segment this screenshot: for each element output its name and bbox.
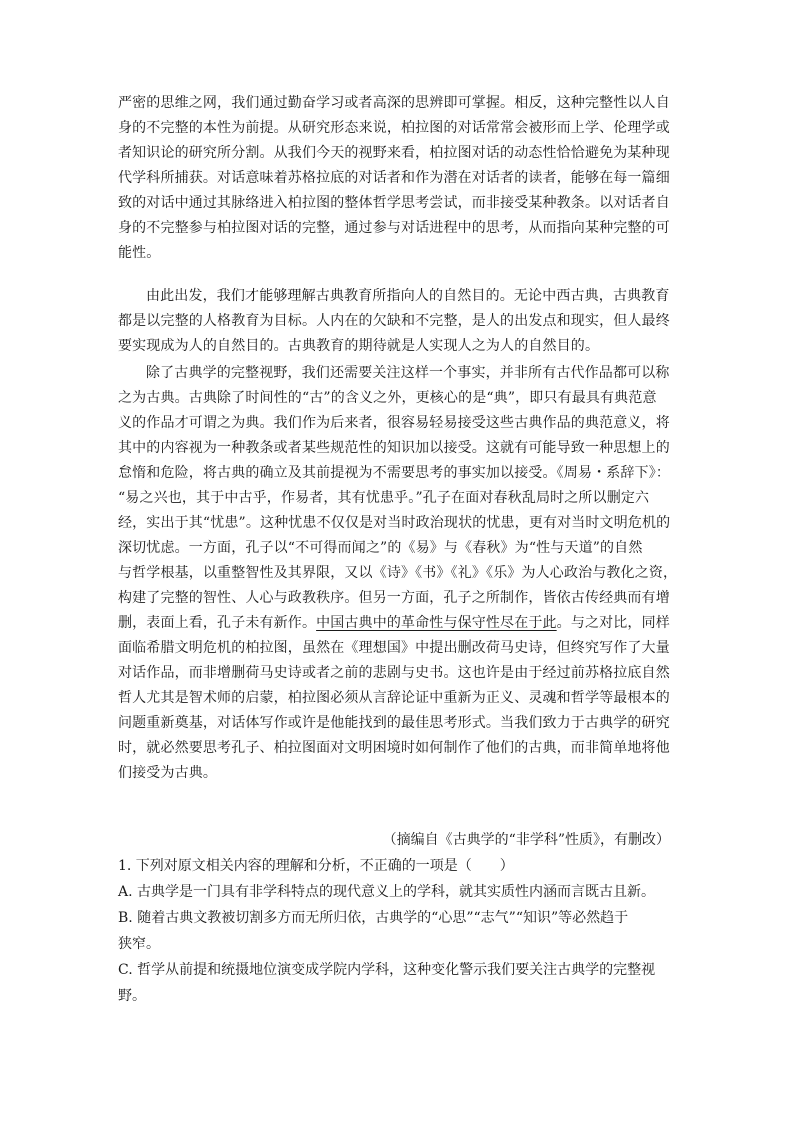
text-line: 身的不完整的本性为前提。从研究形态来说，柏拉图的对话常常会被形而上学、伦理学或 [118,120,670,136]
option-a: A. 古典学是一门具有非学科特点的现代意义上的学科，就其实质性内涵而言既古且新。 [118,884,656,900]
paragraph-1 [118,91,678,266]
question-stem: 1. 下列对原文相关内容的理解和分析，不正确的一项是（ ） [118,858,514,874]
paragraph-2 [118,284,678,359]
text-line: 致的对话中通过其脉络进入柏拉图的整体哲学思考尝试，而非接受某种教条。以对话者自 [118,195,670,211]
option-c-continued: 野。 [118,988,146,1004]
text-line: 经，实出于其“忧患”。这种忧患不仅仅是对当时政治现状的忧患，更有对当时文明危机的 [118,515,671,531]
underlined-sentence: 中国古典中的革命性与保守性尽在于此 [316,615,557,631]
text-line: 问题重新奠基，对话体写作或许是他能找到的最佳思考形式。当我们致力于古典学的研究 [118,715,670,731]
text-line: 由此出发，我们才能够理解古典教育所指向人的自然目的。无论中西古典，古典教育 [146,288,670,304]
text-line: 义的作品才可谓之为典。我们作为后来者，很容易轻易接受这些古典作品的典范意义，将 [118,415,670,431]
text-segment: 删，表面上看，孔子未有新作。 [118,615,317,631]
source-citation: （摘编自《古典学的“非学科”性质》，有删改） [382,832,670,848]
text-line: 哲人尤其是智术师的启蒙，柏拉图必须从言辞论证中重新为正义、灵魂和哲学等最根本的 [118,690,670,706]
text-line: 要实现成为人的自然目的。古典教育的期待就是人实现人之为人的自然目的。 [118,338,600,354]
text-line: 面临希腊文明危机的柏拉图，虽然在《理想国》中提出删改荷马史诗，但终究写作了大量 [118,640,670,656]
option-b: B. 随着古典文教被切割多方而无所归依，古典学的“心思”“志气”“知识”等必然趋于 [118,910,629,926]
text-line: “易之兴也，其于中古乎，作易者，其有忧患乎。”孔子在面对春秋乱局时之所以删定六 [118,490,650,506]
text-line: 能性。 [118,245,161,261]
option-b-continued: 狭窄。 [118,936,160,952]
text-line: 身的不完整参与柏拉图对话的完整，通过参与对话进程中的思考，从而指向某种完整的可 [118,220,670,236]
text-line: 都是以完整的人格教育为目标。人内在的欠缺和不完整，是人的出发点和现实，但人最终 [118,313,670,329]
text-line: 怠惰和危险，将古典的确立及其前提视为不需要思考的事实加以接受。《周易・系辞下》： [118,465,670,481]
option-c: C. 哲学从前提和统摄地位演变成学院内学科，这种变化警示我们要关注古典学的完整视 [118,962,656,978]
question-1 [118,854,678,1010]
text-line: 其中的内容视为一种教条或者某些规范性的知识加以接受。这就有可能导致一种思想上的 [118,440,670,456]
paragraph-3 [118,361,678,786]
text-segment: 。与之对比，同样 [556,615,670,631]
text-line: 者知识论的研究所分割。从我们今天的视野来看，柏拉图对话的动态性恰恰避免为某种现 [118,145,670,161]
text-line: 深切忧虑。一方面，孔子以“不可得而闻之”的《易》与《春秋》为“性与天道”的自然 [118,540,643,556]
text-line: 与哲学根基，以重整智性及其界限，又以《诗》《书》《礼》《乐》为人心政治与教化之资， [118,565,678,581]
text-line: 除了古典学的完整视野，我们还需要关注这样一个事实，并非所有古代作品都可以称 [146,365,670,381]
text-line: 们接受为古典。 [118,765,218,781]
text-line: 严密的思维之网，我们通过勤奋学习或者高深的思辨即可掌握。相反，这种完整性以人自 [118,95,670,111]
text-line: 构建了完整的智性、人心与政教秩序。但另一方面，孔子之所制作，皆依古传经典而有增 [118,590,670,606]
text-line: 对话作品，而非增删荷马史诗或者之前的悲剧与史书。这也许是由于经过前苏格拉底自然 [118,665,670,681]
text-line: 之为古典。古典除了时间性的“古”的含义之外，更核心的是“典”，即只有最具有典范意 [118,390,657,406]
text-line: 时，就必然要思考孔子、柏拉图面对文明困境时如何制作了他们的古典，而非简单地将他 [118,740,670,756]
text-line [118,611,678,636]
text-line: 代学科所捕获。对话意味着苏格拉底的对话者和作为潜在对话者的读者，能够在每一篇细 [118,170,670,186]
